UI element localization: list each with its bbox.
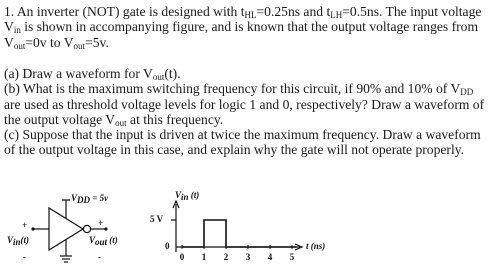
output-terminal xyxy=(104,227,107,230)
output-plus-sign: + xyxy=(98,218,104,228)
text: =0.25ns and t xyxy=(256,4,331,19)
graph-x-tick-label: 4 xyxy=(267,252,273,262)
text: at this frequency. xyxy=(126,112,224,127)
vdd-label xyxy=(71,193,108,203)
input-plus-sign: + xyxy=(22,220,28,230)
input-pulse-waveform xyxy=(182,220,296,247)
subscript: HL xyxy=(244,10,257,20)
input-terminal xyxy=(31,227,34,230)
subscript: out xyxy=(13,41,26,51)
text: (t) xyxy=(188,190,200,200)
text: (a) Draw a waveform for V xyxy=(4,66,153,81)
subscript: DD xyxy=(77,195,91,205)
text: =5v. xyxy=(85,35,109,50)
subscript: out xyxy=(95,237,108,247)
text: is shown in accompanying figure, and is known that the output voltage ranges from xyxy=(20,19,479,34)
graph-x-tick-label: 5 xyxy=(289,252,295,262)
text: V xyxy=(71,193,78,203)
graph-x-tick-label: 1 xyxy=(201,252,207,262)
subscript: LH xyxy=(330,10,343,20)
subscript: out xyxy=(73,41,86,51)
text: =0v to V xyxy=(25,35,74,50)
text: (t) xyxy=(107,235,118,245)
graph-x-unit-label: t (ns) xyxy=(306,241,326,251)
graph-x-tick-label: 3 xyxy=(245,252,251,262)
subscript: in xyxy=(181,192,189,202)
vin-label xyxy=(7,235,29,245)
text: V xyxy=(175,190,182,200)
text: V xyxy=(4,35,14,50)
subscript: in xyxy=(13,25,21,35)
text: (b) What is the maximum switching frequency for this circuit, if 90% and 10% of V xyxy=(4,81,461,96)
vout-label xyxy=(89,235,118,245)
subscript: out xyxy=(152,72,165,82)
text: the output voltage V xyxy=(4,112,116,127)
subscript: in xyxy=(13,237,21,247)
text: 1. An inverter (NOT) gate is designed with t xyxy=(4,4,245,19)
text: = 5v xyxy=(90,193,109,203)
input-minus-sign: - xyxy=(23,252,26,262)
text: V xyxy=(7,235,14,245)
graph-x-tick-label: 2 xyxy=(223,252,229,262)
text: (t). xyxy=(164,66,181,81)
question-c-line-1: (c) Suppose that the input is driven at twice the maximum frequency. Draw a waveform xyxy=(4,127,481,142)
graph-y-zero-label: 0 xyxy=(165,241,170,251)
inversion-bubble xyxy=(83,225,90,232)
graph-y-high-label: 5 V xyxy=(150,214,164,224)
text: V xyxy=(89,235,96,245)
subscript: DD xyxy=(460,87,474,97)
output-minus-sign: - xyxy=(98,252,101,262)
text: V xyxy=(4,19,14,34)
text: =0.5ns. The input voltage xyxy=(342,4,482,19)
question-c-line-2: of the output voltage in this case, and explain why the gate will not operate properly. xyxy=(4,142,465,157)
graph-x-tick-label: 0 xyxy=(179,252,185,262)
subscript: out xyxy=(115,118,127,128)
graph-title xyxy=(175,190,199,200)
text: (t) xyxy=(20,235,30,245)
question-b-line-2: are used as threshold voltage levels for logic 1 and 0, respectively? Draw a waveform of xyxy=(4,97,485,112)
